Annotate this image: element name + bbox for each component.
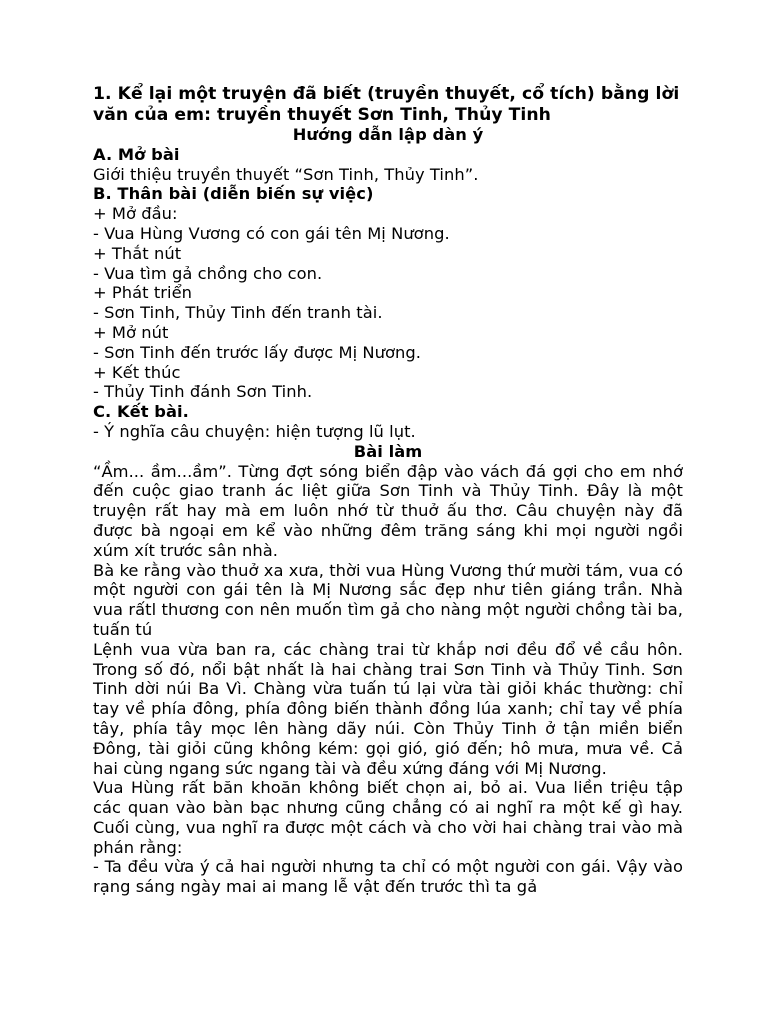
- essay-heading: Bài làm: [353, 441, 423, 461]
- outline-line: - Sơn Tinh đến trước lấy được Mị Nương.: [93, 342, 421, 362]
- essay-paragraph: Bà ke rằng vào thuở xa xưa, thời vua Hùng Vương thứ mười tám, vua có một người con gái tên là Mị Nương sắc đẹp như tiên giáng trần. Nhà vua rấtl thương con nên muốn tìm gả cho nàng một người chồng tài ba, tuấn tú: [93, 560, 683, 639]
- section-c-text: - Ý nghĩa câu chuyện: hiện tượng lũ lụt.: [93, 421, 416, 441]
- essay-paragraph: “Ầm... ầm...ầm”. Từng đợt sóng biển đập vào vách đá gợi cho em nhớ đến cuộc giao tranh ác liệt giữa Sơn Tinh và Thủy Tinh. Đây là một truyện rất hay mà em luôn nhớ từ thuở ấu thơ. Câu chuyện này đã được bà ngoại em kể vào những đêm trăng sáng khi mọi người ngồi xúm xít trước sân nhà.: [93, 461, 683, 560]
- essay-paragraph: Lệnh vua vừa ban ra, các chàng trai từ khắp nơi đều đổ về cầu hôn. Trong số đó, nổi bật nhất là hai chàng trai Sơn Tinh và Thủy Tinh. Sơn Tinh dời núi Ba Vì. Chàng vừa tuấn tú lại vừa tài giỏi khác thường: chỉ tay về phía đông, phía đông biến thành đồng lúa xanh; chỉ tay về phía tây, phía tây mọc lên hàng dãy núi. Còn Thủy Tinh ở tận miền biển Đông, tài giỏi cũng không kém: gọi gió, gió đến; hô mưa, mưa về. Cả hai cùng ngang sức ngang tài và đều xứng đáng với Mị Nương.: [93, 639, 683, 778]
- section-b-heading: B. Thân bài (diễn biến sự việc): [93, 184, 374, 204]
- outline-line: + Phát triển: [93, 283, 193, 303]
- outline-line: - Sơn Tinh, Thủy Tinh đến tranh tài.: [93, 303, 383, 323]
- outline-line: - Vua Hùng Vương có con gái tên Mị Nương.: [93, 223, 450, 243]
- outline-heading: Hướng dẫn lập dàn ý: [292, 125, 484, 144]
- section-a-heading: A. Mở bài: [93, 144, 180, 164]
- document-page: [93, 84, 683, 897]
- outline-line: - Vua tìm gả chồng cho con.: [93, 263, 323, 283]
- essay-paragraph: Vua Hùng rất băn khoăn không biết chọn ai, bỏ ai. Vua liền triệu tập các quan vào bàn bạc nhưng cũng chẳng có ai nghĩ ra một kế gì hay. Cuối cùng, vua nghĩ ra được một cách và cho vời hai chàng trai vào mà phán rằng:: [93, 778, 683, 857]
- outline-line: + Thắt nút: [93, 243, 182, 263]
- section-a-text: Giới thiệu truyền thuyết “Sơn Tinh, Thủy Tinh”.: [93, 164, 479, 184]
- section-c-heading: C. Kết bài.: [93, 402, 189, 422]
- outline-line: + Mở đầu:: [93, 204, 178, 224]
- outline-line: + Kết thúc: [93, 362, 181, 382]
- essay-paragraph: - Ta đều vừa ý cả hai người nhưng ta chỉ có một người con gái. Vậy vào rạng sáng ngày mai ai mang lễ vật đến trước thì ta gả: [93, 857, 683, 897]
- outline-line: + Mở nút: [93, 322, 169, 342]
- outline-line: - Thủy Tinh đánh Sơn Tinh.: [93, 382, 313, 402]
- document-title: 1. Kể lại một truyện đã biết (truyền thuyết, cổ tích) bằng lời văn của em: truyền thuyết Sơn Tinh, Thủy Tinh: [93, 84, 680, 125]
